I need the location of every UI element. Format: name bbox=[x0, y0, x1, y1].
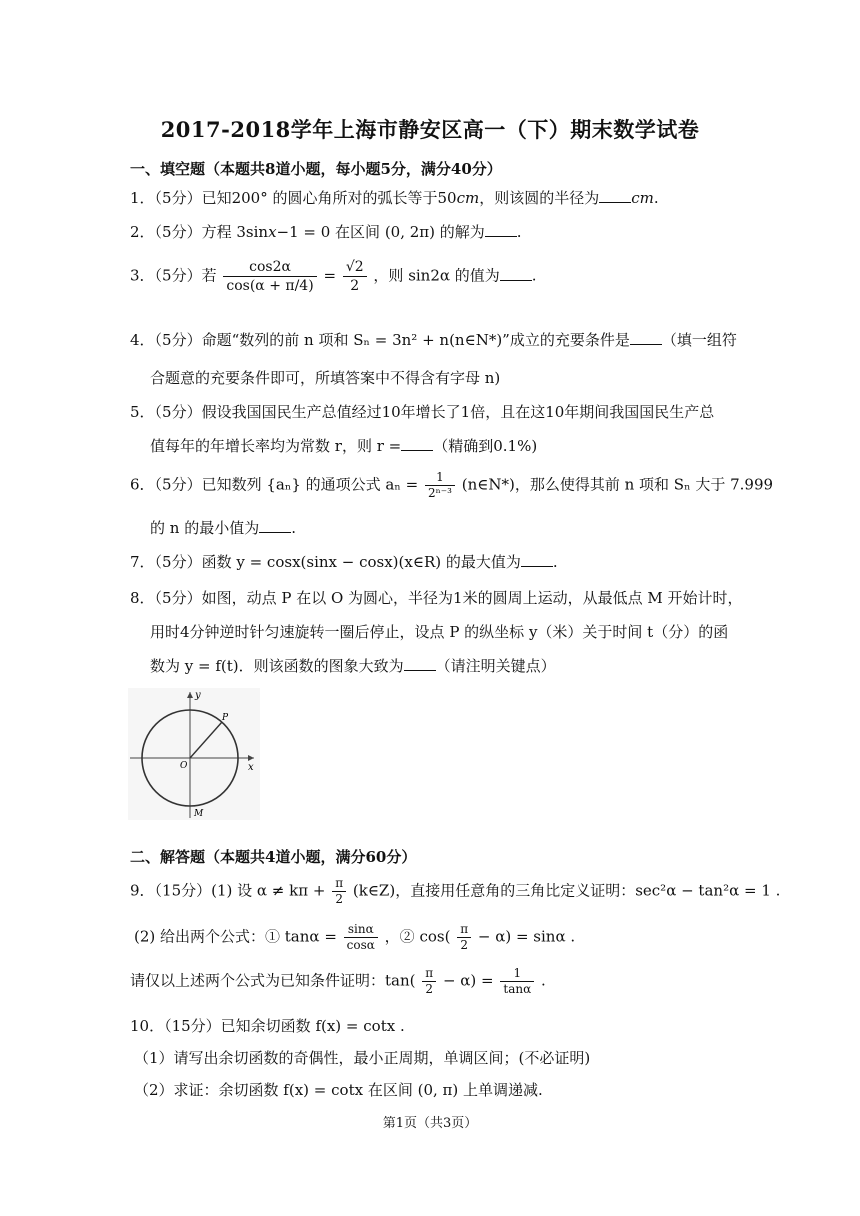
question-10-part-1: （1）请写出余切函数的奇偶性，最小正周期，单调区间；(不必证明) bbox=[134, 1049, 591, 1067]
question-4: 4．（5分）命题“数列的前 n 项和 Sₙ = 3n² + n(n∈N*)”成立的充要条件是 （填一组符 bbox=[130, 331, 737, 349]
question-9-part-2: (2) 给出两个公式：① tanα = $\frac{\sin\alpha}{\cos\alpha}$ ，② cos( $\frac{\pi}{2}$ − α) = sinα . bbox=[134, 922, 576, 952]
label-x: x bbox=[248, 762, 254, 773]
label-o: O bbox=[180, 761, 188, 771]
answer-blank bbox=[404, 656, 436, 671]
question-4-continued: 合题意的充要条件即可，所填答案中不得含有字母 n) bbox=[150, 369, 501, 387]
page-footer: 第1页（共3页） bbox=[382, 1116, 478, 1131]
question-10-part-2: （2）求证：余切函数 f(x) = cotx 在区间 (0, π) 上单调递减. bbox=[134, 1081, 543, 1099]
question-6-continued: 的 n 的最小值为 . bbox=[150, 519, 296, 537]
fraction: $\frac{\pi}{2}$ bbox=[422, 966, 436, 997]
answer-blank bbox=[485, 222, 517, 237]
question-7: 7．（5分）函数 y = cosx(sinx − cosx)(x∈R) 的最大值为 . bbox=[130, 553, 558, 571]
fraction: $\frac{\sin\alpha}{\cos\alpha}$ bbox=[344, 922, 378, 953]
question-2: 2．（5分）方程 3sinx−1 = 0 在区间 (0, 2π) 的解为 . bbox=[130, 223, 522, 241]
answer-blank bbox=[630, 330, 662, 345]
circle-figure bbox=[128, 688, 260, 820]
question-9-part-2-proof: 请仅以上述两个公式为已知条件证明：tan( $\frac{\pi}{2}$ − α) = $\frac{1}{\tan\alpha}$ . bbox=[130, 966, 546, 996]
question-8-continued: 用时4分钟逆时针匀速旋转一圈后停止，设点 P 的纵坐标 y（米）关于时间 t（分）的函 bbox=[150, 623, 729, 641]
fraction: $\frac{\pi}{2}$ bbox=[332, 876, 346, 907]
label-p: P bbox=[222, 713, 229, 723]
question-8-continued-2: 数为 y = f(t)．则该函数的图象大致为 （请注明关键点） bbox=[150, 657, 556, 675]
question-3: 3．（5分）若 $\frac{\cos 2\alpha}{\cos(\alpha + \pi/4)}$ = $\frac{√2}{2}$ ，则 sin2α 的值为 . bbox=[130, 259, 537, 294]
answer-blank bbox=[521, 552, 553, 567]
fraction: $\frac{1}{\tan\alpha}$ bbox=[500, 966, 534, 997]
fraction: $\frac{√2}{2}$ bbox=[343, 258, 367, 295]
page-title: 2017-2018学年上海市静安区高一（下）期末数学试卷 bbox=[160, 117, 700, 142]
label-y: y bbox=[195, 690, 201, 701]
label-m: M bbox=[194, 809, 204, 819]
answer-blank bbox=[401, 436, 433, 451]
fraction: $\frac{\cos 2\alpha}{\cos(\alpha + \pi/4)}$ bbox=[223, 258, 316, 295]
section-heading-solutions: 二、解答题（本题共4道小题，满分60分） bbox=[130, 848, 417, 866]
section-heading-fill-blank: 一、填空题（本题共8道小题，每小题5分，满分40分） bbox=[130, 160, 502, 178]
question-6: 6．（5分）已知数列 {aₙ} 的通项公式 aₙ = $\frac{1}{\text{2ⁿ⁻³}}$ (n∈N*)，那么使得其前 n 项和 Sₙ 大于 7.999 bbox=[130, 470, 774, 500]
fraction: $\frac{\pi}{2}$ bbox=[457, 922, 471, 953]
question-8: 8．（5分）如图，动点 P 在以 O 为圆心，半径为1米的圆周上运动，从最低点 M 开始计时， bbox=[130, 589, 743, 607]
answer-blank bbox=[500, 266, 532, 281]
question-9: 9．（15分）(1) 设 α ≠ kπ + $\frac{\pi}{2}$ (k∈Z)，直接用任意角的三角比定义证明：sec²α − tan²α = 1 . bbox=[130, 876, 781, 906]
question-1: 1．（5分）已知200° 的圆心角所对的弧长等于50cm，则该圆的半径为 cm. bbox=[130, 189, 659, 207]
fraction: $\frac{1}{\text{2ⁿ⁻³}}$ bbox=[425, 470, 455, 501]
answer-blank bbox=[599, 188, 631, 203]
question-5: 5．（5分）假设我国国民生产总值经过10年增长了1倍，且在这10年期间我国国民生产总 bbox=[130, 403, 715, 421]
question-5-continued: 值每年的年增长率均为常数 r，则 r = （精确到0.1%) bbox=[150, 437, 538, 455]
answer-blank bbox=[259, 518, 291, 533]
question-10: 10．（15分）已知余切函数 f(x) = cotx . bbox=[130, 1017, 405, 1035]
